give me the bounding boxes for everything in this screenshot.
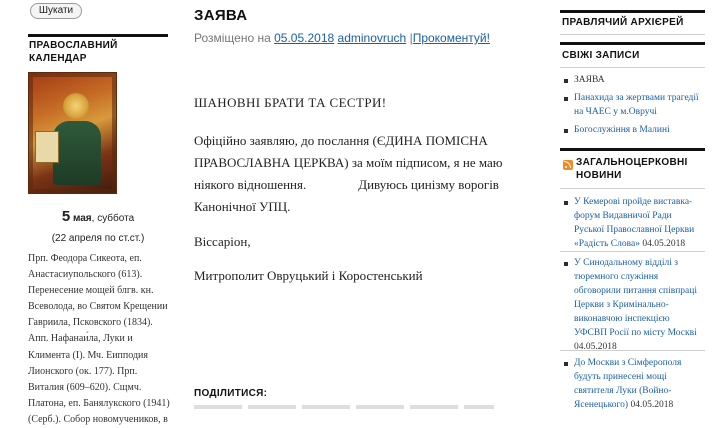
share-heading: ПОДІЛИТИСЯ: [194, 388, 268, 399]
news-item[interactable] [574, 256, 704, 354]
post-body [194, 93, 534, 286]
news-item[interactable] [574, 195, 704, 251]
recent-posts-heading: СВІЖІ ЗАПИСИ [562, 50, 640, 61]
news-item-date: 04.05.2018 [630, 400, 674, 410]
meta-separator: | [409, 31, 413, 45]
search-button[interactable]: Шукати [30, 3, 82, 19]
news-item-link[interactable]: У Синодальному відділі з тюремного служіння обговорили питання співпраці Церкви з Кримінально-виконавчою інспекцією УФСВП Росії по місту Москві [574, 258, 697, 338]
news-divider [560, 148, 705, 151]
post-greeting: ШАНОВНІ БРАТИ ТА СЕСТРИ! [194, 95, 387, 110]
news-underline [560, 188, 705, 189]
church-news-heading[interactable]: ЗАГАЛЬНОЦЕРКОВНІ НОВИНИ [576, 157, 688, 181]
bullet-icon [564, 201, 568, 205]
share-buttons-row[interactable] [194, 405, 494, 409]
statement-text: Офіційно заявляю, до послання (ЄДИНА ПОМІСНА ПРАВОСЛАВНА ЦЕРКВА) за моїм підписом, я не маю ніякого відношення. [194, 133, 503, 192]
calendar-heading: ПРАВОСЛАВНИЙ КАЛЕНДАР [29, 40, 118, 64]
news-item[interactable] [574, 356, 704, 412]
calendar-day: 5 [61, 208, 71, 225]
statement-text-2: Дивуюсь цинізму ворогів Канонічної УПЦ. [194, 177, 499, 214]
signer-title: Митрополит Овруцький і Коростенський [194, 268, 423, 283]
recent-post-link[interactable]: ЗАЯВА [574, 75, 605, 85]
news-separator [560, 350, 705, 351]
news-item-date: 04.05.2018 [574, 342, 617, 352]
left-sidebar [0, 0, 170, 425]
post-meta [194, 31, 490, 45]
bullet-icon [564, 129, 568, 133]
saint-icon-image[interactable] [28, 72, 117, 194]
calendar-saints-text: Прп. Феодора Сикеота, еп. Анастасиупольского (613). Перенесение мощей блгв. кн. Всеволода, во Святом Крещении Гавриила, Псковского (1834). Апп. Нафанаи́ла, Луки и Климента (I). Мч. Еипподия Лионского (ок. 177). Прп. Виталия (609–620). Сщмч. Платона, еп. Банялукского (1941) (Серб.). Собор новомучеников, в [28, 253, 170, 425]
calendar-month: мая [72, 213, 92, 224]
post-date-link[interactable]: 05.05.2018 [274, 31, 335, 45]
bullet-icon [564, 97, 568, 101]
hierarch-underline [560, 34, 705, 35]
right-sidebar [560, 0, 705, 409]
post-meta-prefix: Розміщено на [194, 31, 271, 45]
calendar-old-style-date: (22 апреля по ст.ст.) [51, 233, 145, 244]
calendar-date [28, 210, 168, 226]
hierarch-heading[interactable]: ПРАВЛЯЧИЙ АРХІЄРЕЙ [562, 17, 684, 28]
news-item-link[interactable]: До Москви з Сімферополя будуть принесені мощі святителя Луки (Войно-Ясенецького) [574, 358, 682, 410]
news-item-link[interactable]: У Кемерові пройде виставка-форум Видавничої Ради Руської Православної Церкви «Радість Слова» [574, 197, 695, 249]
calendar-weekday: , суббота [91, 213, 135, 224]
bullet-icon [564, 79, 568, 83]
post-author-link[interactable]: adminovruch [337, 31, 407, 45]
icon-frame [29, 73, 116, 193]
recent-divider [560, 42, 705, 45]
post-statement [194, 130, 534, 218]
hierarch-divider [560, 10, 705, 13]
bullet-icon [564, 262, 568, 266]
bullet-icon [564, 362, 568, 366]
recent-post-link[interactable]: Богослужіння в Малині [574, 125, 670, 135]
signer-name: Віссаріон, [194, 234, 251, 249]
recent-post-link[interactable]: Панахида за жертвами трагедії на ЧАЕС у м.Овручі [574, 93, 699, 117]
post-title[interactable]: ЗАЯВА [194, 7, 248, 24]
news-item-date: 04.05.2018 [642, 239, 686, 249]
rss-icon[interactable] [563, 160, 573, 170]
calendar-divider [28, 34, 168, 37]
recent-underline [560, 67, 705, 68]
news-separator [560, 251, 705, 252]
post-comment-link[interactable]: Прокоментуй! [412, 31, 490, 45]
